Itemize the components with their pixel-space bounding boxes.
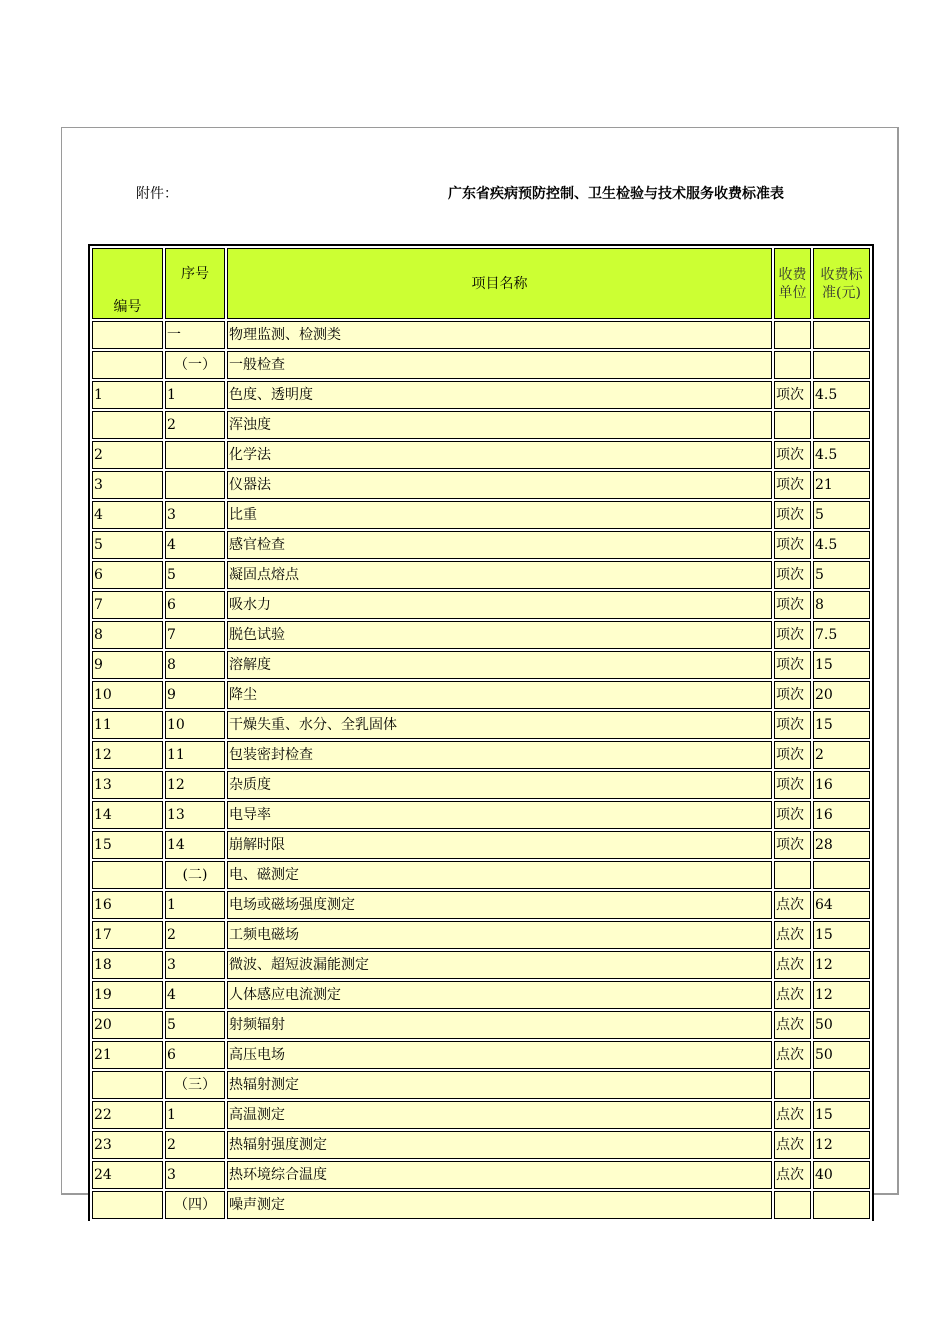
cell-unit: 项次	[774, 531, 811, 559]
cell-name: 物理监测、检测类	[227, 321, 772, 349]
cell-price: 50	[813, 1041, 870, 1069]
cell-seq: (二)	[165, 861, 225, 889]
cell-seq: 11	[165, 741, 225, 769]
cell-name: 热环境综合温度	[227, 1161, 772, 1189]
cell-id: 16	[92, 891, 163, 919]
cell-unit: 点次	[774, 1131, 811, 1159]
table-row	[92, 771, 870, 799]
cell-unit: 点次	[774, 1011, 811, 1039]
cell-seq: 7	[165, 621, 225, 649]
cell-name: 感官检查	[227, 531, 772, 559]
cell-name: 一般检查	[227, 351, 772, 379]
cell-id: 5	[92, 531, 163, 559]
cell-id: 18	[92, 951, 163, 979]
cell-unit: 项次	[774, 831, 811, 859]
cell-seq: 12	[165, 771, 225, 799]
cell-name: 吸水力	[227, 591, 772, 619]
cell-seq: 3	[165, 1161, 225, 1189]
cell-unit	[774, 411, 811, 439]
cell-name: 比重	[227, 501, 772, 529]
cell-unit	[774, 1071, 811, 1099]
cell-name: 浑浊度	[227, 411, 772, 439]
cell-price: 7.5	[813, 621, 870, 649]
table-row	[92, 561, 870, 589]
table-row	[92, 951, 870, 979]
cell-seq: （三）	[165, 1071, 225, 1099]
cell-unit: 项次	[774, 771, 811, 799]
cell-price: 16	[813, 771, 870, 799]
cell-seq: 1	[165, 1101, 225, 1129]
cell-name: 噪声测定	[227, 1191, 772, 1219]
table-row	[92, 531, 870, 559]
cell-seq: 6	[165, 1041, 225, 1069]
cell-seq: （一）	[165, 351, 225, 379]
cell-unit: 项次	[774, 741, 811, 769]
cell-unit	[774, 1191, 811, 1219]
cell-name: 热辐射测定	[227, 1071, 772, 1099]
table-row	[92, 501, 870, 529]
cell-unit: 点次	[774, 1041, 811, 1069]
cell-price: 15	[813, 711, 870, 739]
cell-seq: 1	[165, 891, 225, 919]
table-row	[92, 891, 870, 919]
cell-name: 脱色试验	[227, 621, 772, 649]
cell-price: 50	[813, 1011, 870, 1039]
cell-price	[813, 321, 870, 349]
cell-seq: 3	[165, 501, 225, 529]
cell-seq: 14	[165, 831, 225, 859]
cell-unit	[774, 321, 811, 349]
cell-id: 4	[92, 501, 163, 529]
cell-id	[92, 321, 163, 349]
cell-id: 7	[92, 591, 163, 619]
table-row	[92, 471, 870, 499]
cell-id	[92, 1071, 163, 1099]
table-row	[92, 381, 870, 409]
cell-id: 1	[92, 381, 163, 409]
cell-price	[813, 351, 870, 379]
cell-id: 13	[92, 771, 163, 799]
cell-name: 微波、超短波漏能测定	[227, 951, 772, 979]
cell-name: 电、磁测定	[227, 861, 772, 889]
table-row	[92, 981, 870, 1009]
cell-unit: 项次	[774, 501, 811, 529]
cell-id	[92, 351, 163, 379]
cell-seq	[165, 441, 225, 469]
table-row	[92, 1101, 870, 1129]
cell-name: 仪器法	[227, 471, 772, 499]
cell-id: 17	[92, 921, 163, 949]
cell-price: 20	[813, 681, 870, 709]
cell-unit: 项次	[774, 711, 811, 739]
table-row	[92, 441, 870, 469]
table-row	[92, 1191, 870, 1219]
cell-name: 射频辐射	[227, 1011, 772, 1039]
cell-price: 12	[813, 1131, 870, 1159]
cell-name: 电场或磁场强度测定	[227, 891, 772, 919]
cell-seq: 4	[165, 531, 225, 559]
cell-name: 崩解时限	[227, 831, 772, 859]
cell-price: 12	[813, 981, 870, 1009]
cell-unit: 项次	[774, 561, 811, 589]
cell-price: 5	[813, 561, 870, 589]
cell-name: 凝固点熔点	[227, 561, 772, 589]
cell-id: 23	[92, 1131, 163, 1159]
cell-id: 12	[92, 741, 163, 769]
cell-seq: 13	[165, 801, 225, 829]
table-row	[92, 801, 870, 829]
table-row	[92, 1011, 870, 1039]
cell-unit: 项次	[774, 621, 811, 649]
cell-price: 12	[813, 951, 870, 979]
cell-price: 15	[813, 1101, 870, 1129]
cell-price	[813, 411, 870, 439]
table-row	[92, 1131, 870, 1159]
cell-seq: 一	[165, 321, 225, 349]
cell-id	[92, 1191, 163, 1219]
cell-price: 4.5	[813, 531, 870, 559]
table-row	[92, 351, 870, 379]
cell-name: 高温测定	[227, 1101, 772, 1129]
table-row	[92, 1071, 870, 1099]
cell-id: 14	[92, 801, 163, 829]
cell-id: 22	[92, 1101, 163, 1129]
table-row	[92, 861, 870, 889]
cell-price: 8	[813, 591, 870, 619]
cell-price: 16	[813, 801, 870, 829]
cell-id: 3	[92, 471, 163, 499]
cell-name: 高压电场	[227, 1041, 772, 1069]
cell-price: 64	[813, 891, 870, 919]
cell-price: 2	[813, 741, 870, 769]
cell-name: 杂质度	[227, 771, 772, 799]
cell-price	[813, 1071, 870, 1099]
cell-id: 21	[92, 1041, 163, 1069]
cell-seq: 2	[165, 1131, 225, 1159]
cell-seq: 5	[165, 1011, 225, 1039]
cell-seq: 6	[165, 591, 225, 619]
cell-name: 干燥失重、水分、全乳固体	[227, 711, 772, 739]
attachment-label: 附件：	[136, 186, 178, 202]
table-row	[92, 681, 870, 709]
table-row	[92, 651, 870, 679]
cell-seq: 3	[165, 951, 225, 979]
cell-unit: 点次	[774, 951, 811, 979]
cell-price: 4.5	[813, 381, 870, 409]
cell-price: 28	[813, 831, 870, 859]
cell-unit: 项次	[774, 591, 811, 619]
cell-id: 9	[92, 651, 163, 679]
cell-price	[813, 1191, 870, 1219]
cell-name: 降尘	[227, 681, 772, 709]
col-header-price: 收费标准(元)	[813, 248, 870, 319]
cell-id: 24	[92, 1161, 163, 1189]
cell-seq: 4	[165, 981, 225, 1009]
table-row	[92, 321, 870, 349]
cell-unit: 点次	[774, 1161, 811, 1189]
table-row	[92, 831, 870, 859]
cell-id: 20	[92, 1011, 163, 1039]
col-header-name: 项目名称	[227, 248, 772, 319]
cell-id	[92, 411, 163, 439]
cell-seq: 1	[165, 381, 225, 409]
page-title: 广东省疾病预防控制、卫生检验与技术服务收费标准表	[448, 186, 784, 202]
col-header-id: 编号	[92, 248, 163, 319]
cell-unit: 点次	[774, 921, 811, 949]
cell-seq: 10	[165, 711, 225, 739]
cell-price	[813, 861, 870, 889]
cell-seq: 8	[165, 651, 225, 679]
cell-id: 2	[92, 441, 163, 469]
cell-id: 8	[92, 621, 163, 649]
cell-unit: 点次	[774, 891, 811, 919]
cell-unit	[774, 861, 811, 889]
cell-id: 11	[92, 711, 163, 739]
cell-name: 电导率	[227, 801, 772, 829]
cell-name: 溶解度	[227, 651, 772, 679]
table-row	[92, 921, 870, 949]
cell-price: 5	[813, 501, 870, 529]
cell-id: 6	[92, 561, 163, 589]
cell-name: 包装密封检查	[227, 741, 772, 769]
cell-unit: 点次	[774, 1101, 811, 1129]
cell-unit: 项次	[774, 381, 811, 409]
cell-unit: 项次	[774, 471, 811, 499]
cell-seq: 5	[165, 561, 225, 589]
cell-name: 化学法	[227, 441, 772, 469]
table-row	[92, 1041, 870, 1069]
table-row	[92, 411, 870, 439]
table-header-row	[92, 248, 870, 319]
cell-price: 15	[813, 651, 870, 679]
cell-id: 19	[92, 981, 163, 1009]
cell-seq: （四）	[165, 1191, 225, 1219]
table-row	[92, 1161, 870, 1189]
cell-unit	[774, 351, 811, 379]
cell-price: 4.5	[813, 441, 870, 469]
cell-name: 人体感应电流测定	[227, 981, 772, 1009]
fee-table	[88, 244, 874, 1221]
cell-unit: 项次	[774, 681, 811, 709]
table-row	[92, 621, 870, 649]
cell-name: 工频电磁场	[227, 921, 772, 949]
cell-price: 40	[813, 1161, 870, 1189]
cell-unit: 项次	[774, 801, 811, 829]
table-row	[92, 741, 870, 769]
cell-unit: 项次	[774, 651, 811, 679]
col-header-seq: 序号	[165, 248, 225, 319]
table-row	[92, 591, 870, 619]
cell-seq: 2	[165, 921, 225, 949]
cell-name: 色度、透明度	[227, 381, 772, 409]
col-header-unit: 收费单位	[774, 248, 811, 319]
cell-id: 10	[92, 681, 163, 709]
cell-price: 21	[813, 471, 870, 499]
cell-unit: 项次	[774, 441, 811, 469]
cell-id	[92, 861, 163, 889]
cell-name: 热辐射强度测定	[227, 1131, 772, 1159]
cell-price: 15	[813, 921, 870, 949]
cell-id: 15	[92, 831, 163, 859]
cell-seq: 2	[165, 411, 225, 439]
cell-seq: 9	[165, 681, 225, 709]
cell-seq	[165, 471, 225, 499]
cell-unit: 点次	[774, 981, 811, 1009]
table-row	[92, 711, 870, 739]
